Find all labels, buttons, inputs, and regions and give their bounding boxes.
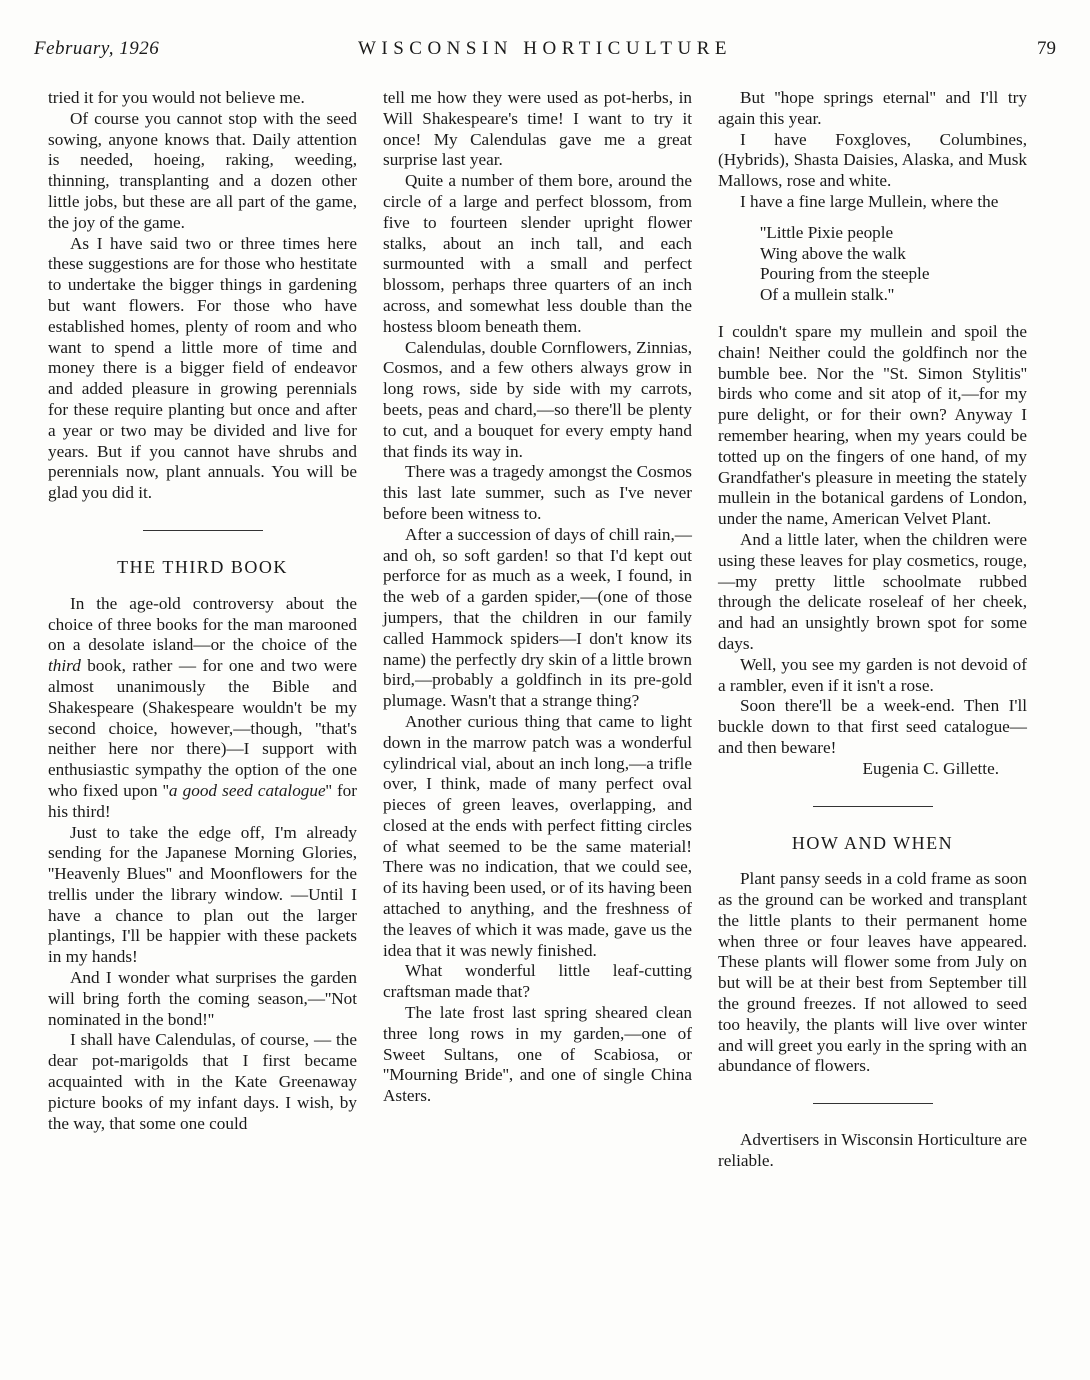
column-3 <box>718 88 1027 1172</box>
paragraph: Calendulas, double Cornflowers, Zinnias, Cosmos, and a few others always grow in long rows, side by side with my carrots, beets, peas and chard,—so there'll be plenty to cut, and a bouquet for every empty hand that finds its way in. <box>383 337 692 461</box>
paragraph: I couldn't spare my mullein and spoil the chain! Neither could the goldfinch nor the bumble bee. Nor the ''St. Simon Stylitis'' birds who come and sit atop of it,—for my pure delight, or for their own? Anyway I remember hearing, when my years could be totted up on the fingers of one hand, of my Grandfather's pleasure in meeting the stately mullein in the botanical gardens of London, under the name, American Velvet Plant. <box>718 321 1027 529</box>
paragraph: After a succession of days of chill rain,—and oh, so soft garden! so that I'd kept out perforce for as much as a week, I found, in the web of a garden spider,—(one of those jumpers, that the children in our family called Hammock spiders—I don't know its name) the perfectly dry skin of a little brown bird,—probably a goldfinch in its pre-gold plumage. Wasn't that a strange thing? <box>383 524 692 711</box>
section-title-third-book: THE THIRD BOOK <box>117 556 288 577</box>
poem-line: Pouring from the steeple <box>760 264 930 284</box>
poem-line: Wing above the walk <box>760 243 906 263</box>
paragraph: I shall have Calendulas, of course, — the dear pot-marigolds that I first became acquainted with in the Kate Greenaway picture books of my infant days. I wish, by the way, that some one could <box>48 1030 357 1133</box>
section-divider <box>143 530 263 531</box>
running-header <box>34 38 1056 68</box>
emphasis-text: third <box>48 656 81 676</box>
paragraph: Quite a number of them bore, around the circle of a large and perfect blossom, from five to fourteen slender upright flower stalks, about an inch tall, and each surmounted with a small and perfect blossom, perhaps three quarters of an inch across, and somewhat less double than the hostess bloom beneath them. <box>383 171 692 336</box>
issue-date: February, 1926 <box>34 38 160 59</box>
column-1 <box>48 88 357 1134</box>
text-run: book, rather — for one and two were almost unanimously the Bible and Shakespeare (Shakespeare wouldn't be my second choice, however,—though, ''that's neither here nor there)—I support with enthusiastic sympathy the option of the one who fixed upon '' <box>48 656 357 800</box>
advertiser-note: Advertisers in Wisconsin Horticulture are reliable. <box>718 1130 1027 1171</box>
poem-line: Of a mullein stalk.'' <box>760 285 895 305</box>
paragraph: tried it for you would not believe me. <box>48 88 305 107</box>
text-run: '' for his third! <box>48 780 357 821</box>
paragraph: Soon there'll be a week-end. Then I'll buckle down to that first seed catalogue—and then beware! <box>718 696 1027 757</box>
paragraph: Plant pansy seeds in a cold frame as soon as the ground can be worked and transplant the little plants to their permanent home when three or four leaves have appeared. These plants will flower some from July on but will be at their best from September till the ground freezes. If not allowed to seed too heavily, the plants will live over winter and will greet you early in the spring with an abundance of flowers. <box>718 869 1027 1076</box>
text-run: In the age-old controversy about the choice of three books for the man marooned on a desolate island—or the choice of the <box>48 593 357 655</box>
section-divider <box>813 806 933 807</box>
paragraph: As I have said two or three times here these suggestions are for those who hestitate to undertake the bigger things in gardening but want flowers. For those who have established homes, plenty of room and who want to spend a little more of time and money there is a bigger field of endeavor and added pleasure in growing perennials for these require planting but once and after a year or two may be divided and live for years. But if you cannot have shrubs and perennials now, plant annuals. You will be glad you did it. <box>48 233 357 503</box>
paragraph: Just to take the edge off, I'm already sending for the Japanese Morning Glories, ''Heavenly Blues'' and Moonflowers for the trellis under the library window. —Until I have a chance to plan out the larger plantings, I'll be happier with these packets in my hands! <box>48 822 357 967</box>
section-divider <box>813 1103 933 1104</box>
paragraph: The late frost last spring sheared clean three long rows in my garden,—one of Sweet Sultans, one of Scabiosa, or ''Mourning Bride'', and one of single China Asters. <box>383 1003 692 1106</box>
paragraph: Another curious thing that came to light down in the marrow patch was a wonderful cylindrical vial, about an inch long,—a trifle over, I think, made of many perfect oval pieces of green leaves, overlapping, and closed at the ends with perfect fitting circles of what seemed to be the same material! There was no indication, that we could see, of its having been used, or of its having been attached to anything, and the freshness of the leaves of which it was made, gave us the idea that it was newly finished. <box>383 711 692 960</box>
paragraph: Of course you cannot stop with the seed sowing, anyone knows that. Daily attention is needed, hoeing, raking, weeding, thinning, transplanting and a dozen other little jobs, but these are all part of the game, the joy of the game. <box>48 108 357 232</box>
emphasis-text: a good seed catalogue <box>168 780 326 800</box>
journal-title: WISCONSIN HORTICULTURE <box>357 38 733 59</box>
paragraph: There was a tragedy amongst the Cosmos this last late summer, such as I've never before been witness to. <box>383 462 692 523</box>
paragraph: Well, you see my garden is not devoid of a rambler, even if it isn't a rose. <box>718 654 1027 695</box>
paragraph: And I wonder what surprises the garden will bring forth the coming season,—''Not nominated in the bond!'' <box>48 968 357 1029</box>
paragraph <box>48 594 357 823</box>
paragraph: But ''hope springs eternal'' and I'll try again this year. <box>718 88 1027 128</box>
paragraph: What wonderful little leaf-cutting craftsman made that? <box>383 961 692 1002</box>
poem-line: ''Little Pixie people <box>760 222 894 242</box>
column-2 <box>383 88 692 1107</box>
paragraph: I have a fine large Mullein, where the <box>740 191 999 211</box>
poem-quote <box>760 223 1027 306</box>
paragraph: tell me how they were used as pot-herbs, in Will Shakespeare's time! I want to try it once! My Calendulas gave me a great surprise last year. <box>383 88 692 170</box>
section-title-how-and-when: HOW AND WHEN <box>791 832 954 853</box>
page-number: 79 <box>1037 38 1056 59</box>
author-signature: Eugenia C. Gillette. <box>862 758 999 778</box>
paragraph: I have Foxgloves, Columbines, (Hybrids), Shasta Daisies, Alaska, and Musk Mallows, rose and white. <box>718 129 1027 191</box>
paragraph: And a little later, when the children were using these leaves for play cosmetics, rouge,—my pretty little schoolmate rubbed through the delicate roseleaf of her cheek, and had an unsightly brown spot for some days. <box>718 529 1027 653</box>
